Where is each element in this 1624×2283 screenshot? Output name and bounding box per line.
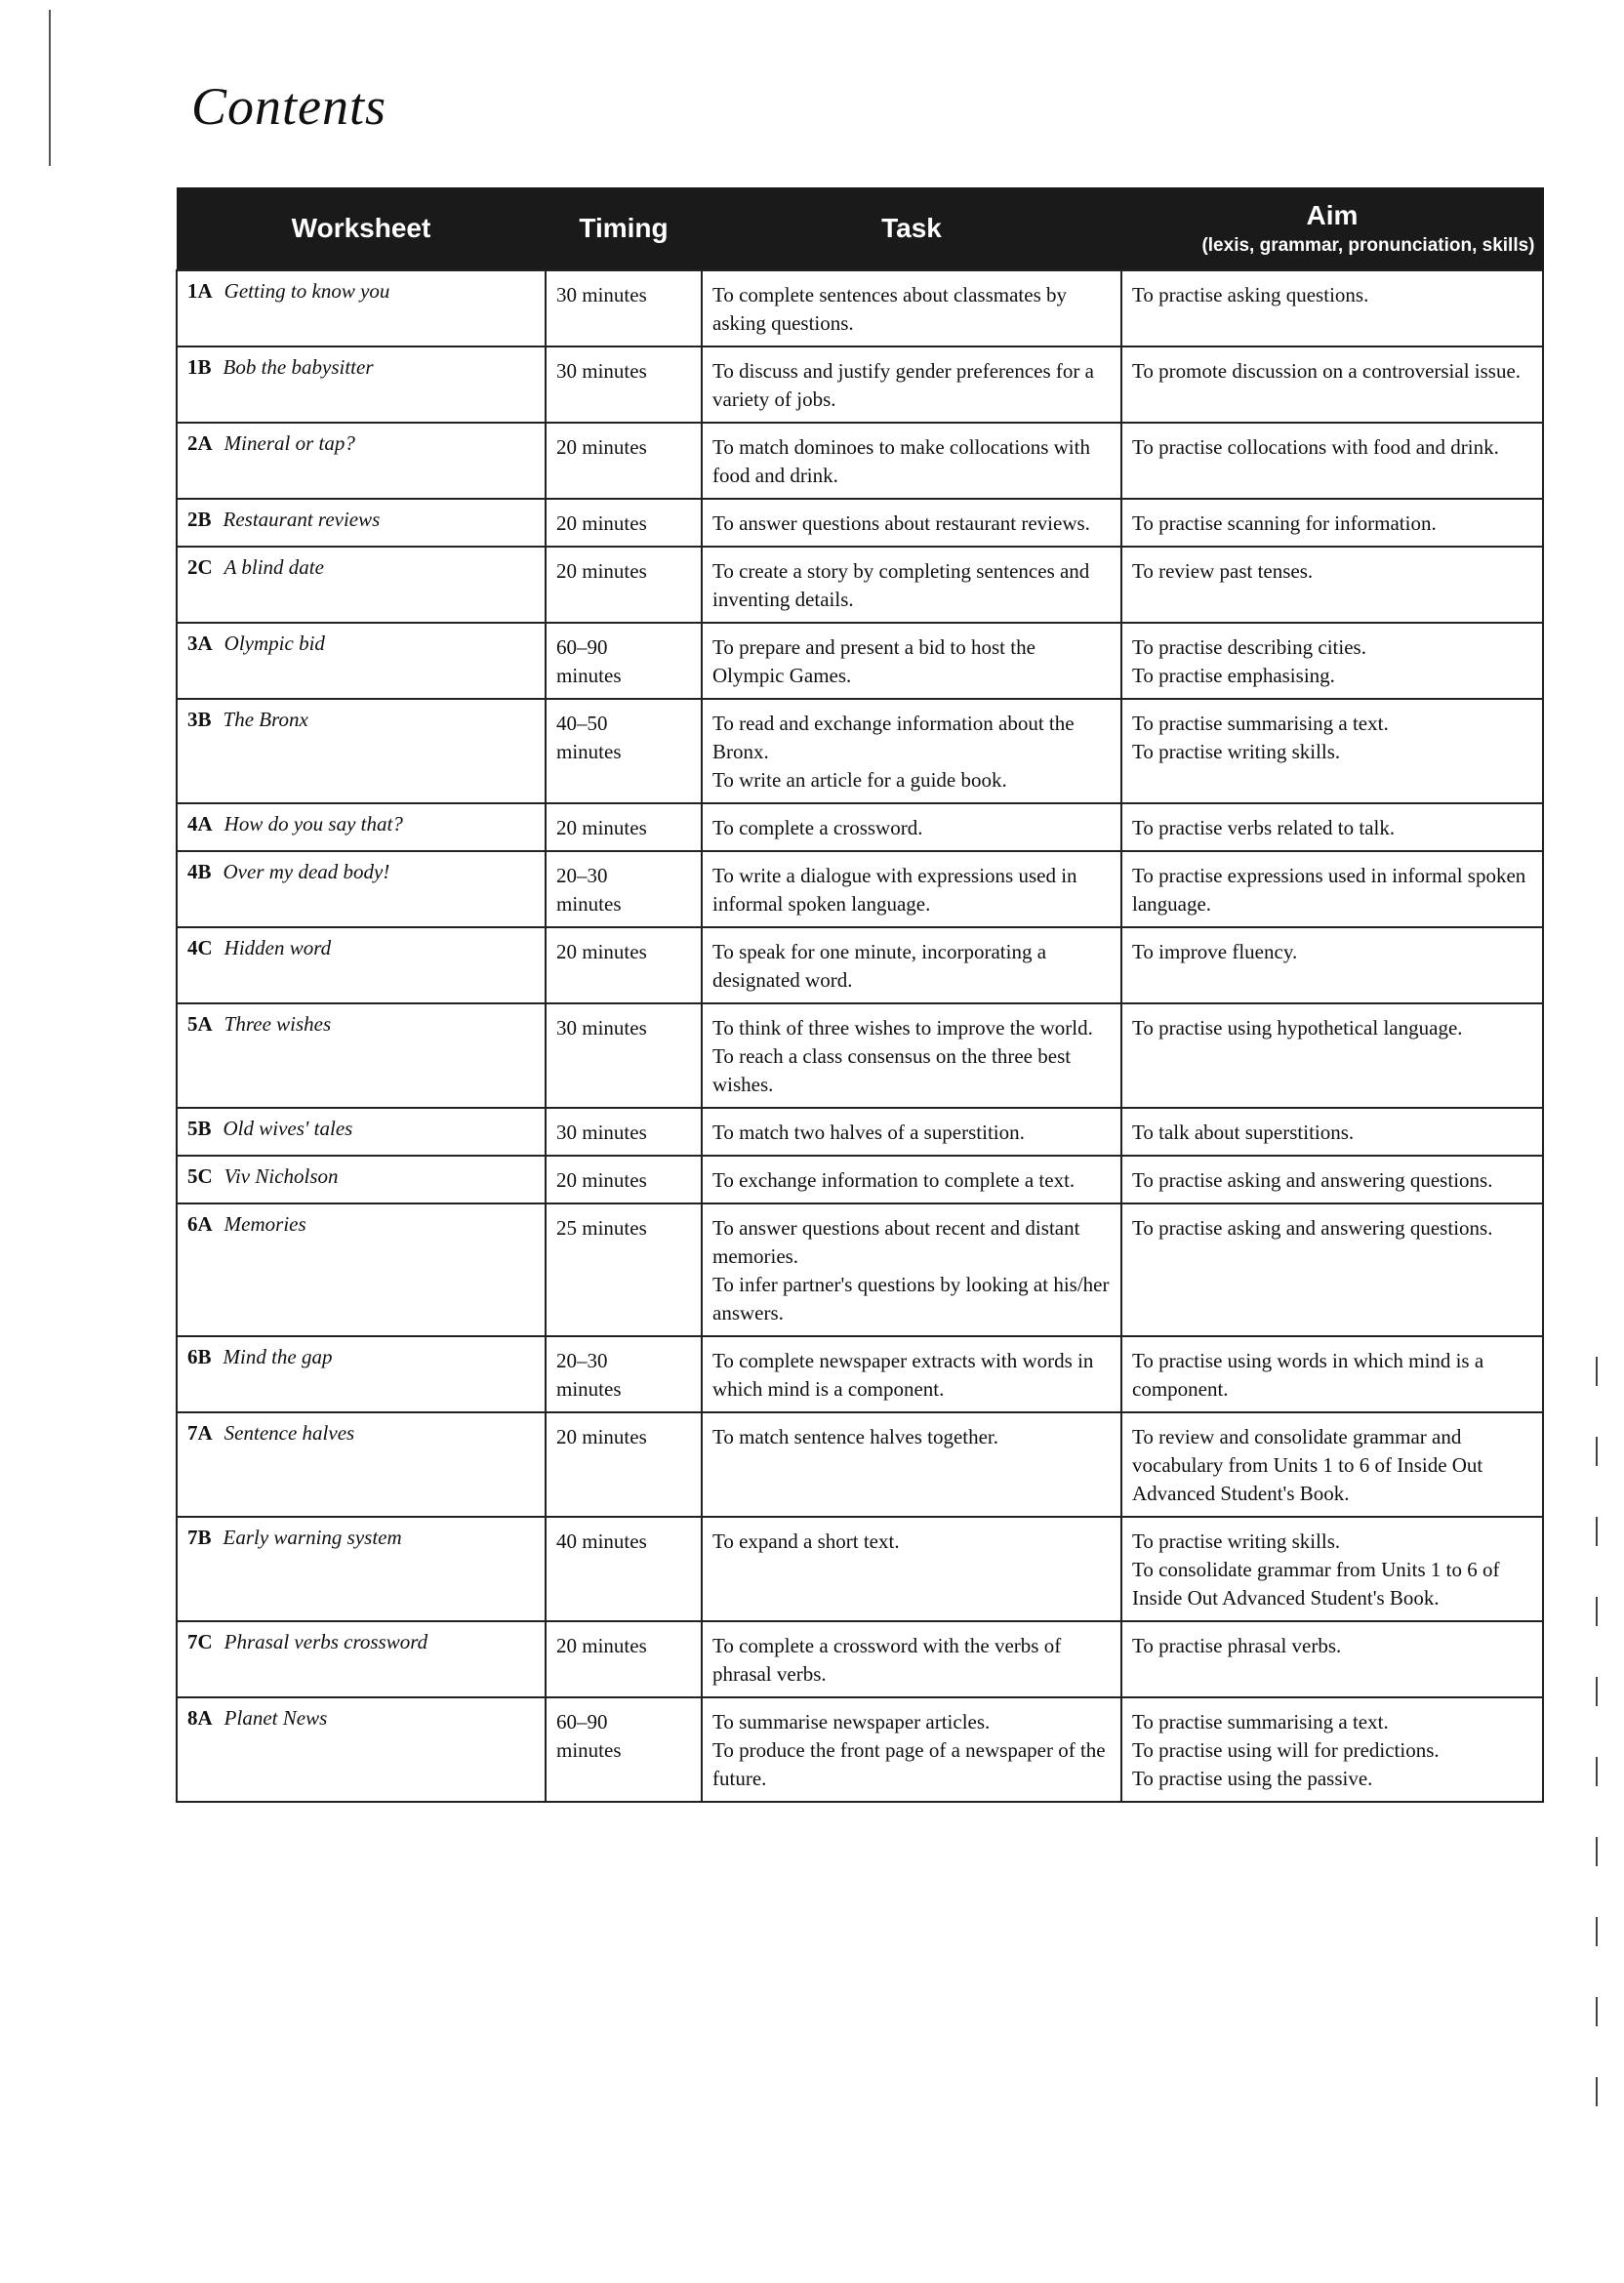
worksheet-title: Mind the gap — [223, 1345, 333, 1368]
aim-cell — [1121, 1203, 1543, 1336]
worksheet-cell — [177, 803, 546, 851]
aim-cell — [1121, 1003, 1543, 1108]
aim-cell — [1121, 1621, 1543, 1697]
table-body — [177, 270, 1543, 1802]
timing-line: 30 minutes — [556, 1121, 647, 1144]
timing-line: 30 minutes — [556, 1016, 647, 1040]
timing-cell — [546, 1003, 702, 1108]
aim-cell — [1121, 1517, 1543, 1621]
worksheet-cell — [177, 1517, 546, 1621]
timing-cell — [546, 851, 702, 927]
worksheet-code: 1B — [187, 355, 212, 379]
task-cell — [702, 1003, 1121, 1108]
task-cell — [702, 1203, 1121, 1336]
worksheet-cell — [177, 1003, 546, 1108]
aim-line: To review and consolidate grammar and vocabulary from Units 1 to 6 of Inside Out Advanced Student's Book. — [1132, 1425, 1483, 1505]
task-line: To complete a crossword. — [712, 816, 923, 839]
task-cell — [702, 1697, 1121, 1802]
task-line: To write a dialogue with expressions used in informal spoken language. — [712, 864, 1077, 916]
timing-line: 20 minutes — [556, 816, 647, 839]
table-row — [177, 1412, 1543, 1517]
table-row — [177, 1203, 1543, 1336]
worksheet-code: 7A — [187, 1421, 213, 1445]
aim-line: To practise verbs related to talk. — [1132, 816, 1396, 839]
task-cell — [702, 423, 1121, 499]
worksheet-code: 2A — [187, 431, 213, 455]
worksheet-code: 6A — [187, 1212, 213, 1236]
timing-cell — [546, 499, 702, 547]
task-line: To infer partner's questions by looking at his/her answers. — [712, 1273, 1110, 1325]
timing-cell — [546, 927, 702, 1003]
worksheet-title: Bob the babysitter — [223, 355, 374, 379]
aim-cell — [1121, 547, 1543, 623]
aim-line: To practise using words in which mind is a component. — [1132, 1349, 1484, 1401]
scan-margin-marks — [1587, 1357, 1606, 2235]
worksheet-code: 3A — [187, 632, 213, 655]
worksheet-code: 5C — [187, 1164, 213, 1188]
table-header-row — [177, 187, 1543, 270]
timing-cell — [546, 1156, 702, 1203]
worksheet-cell — [177, 699, 546, 803]
table-row — [177, 1517, 1543, 1621]
aim-line: To practise collocations with food and drink. — [1132, 435, 1499, 459]
task-line: To answer questions about restaurant reviews. — [712, 511, 1090, 535]
task-line: To exchange information to complete a text. — [712, 1168, 1076, 1192]
aim-line: To practise summarising a text. — [1132, 1710, 1389, 1733]
worksheet-code: 4A — [187, 812, 213, 836]
aim-cell — [1121, 423, 1543, 499]
timing-cell — [546, 1108, 702, 1156]
worksheet-title: Planet News — [223, 1706, 328, 1730]
worksheet-title: Phrasal verbs crossword — [223, 1630, 428, 1653]
aim-cell — [1121, 270, 1543, 347]
aim-line: To practise phrasal verbs. — [1132, 1634, 1342, 1657]
aim-cell — [1121, 699, 1543, 803]
table-row — [177, 1697, 1543, 1802]
timing-cell — [546, 547, 702, 623]
timing-cell — [546, 1697, 702, 1802]
aim-cell — [1121, 623, 1543, 699]
timing-cell — [546, 1412, 702, 1517]
timing-line: 20 minutes — [556, 435, 647, 459]
aim-line: To practise asking questions. — [1132, 283, 1369, 306]
aim-cell — [1121, 927, 1543, 1003]
timing-cell — [546, 1621, 702, 1697]
task-cell — [702, 1517, 1121, 1621]
worksheet-title: Viv Nicholson — [223, 1164, 339, 1188]
timing-line: 40–50 — [556, 712, 608, 735]
aim-cell — [1121, 499, 1543, 547]
aim-line: To improve fluency. — [1132, 940, 1298, 963]
aim-cell — [1121, 1697, 1543, 1802]
aim-cell — [1121, 851, 1543, 927]
worksheet-cell — [177, 347, 546, 423]
table-row — [177, 270, 1543, 347]
task-line: To prepare and present a bid to host the Olympic Games. — [712, 635, 1035, 687]
table-row — [177, 699, 1543, 803]
worksheet-title: The Bronx — [223, 708, 308, 731]
task-cell — [702, 1108, 1121, 1156]
timing-line: 30 minutes — [556, 283, 647, 306]
worksheet-code: 8A — [187, 1706, 213, 1730]
task-line: To complete newspaper extracts with words in which mind is a component. — [712, 1349, 1094, 1401]
table-row — [177, 927, 1543, 1003]
scan-edge-mark — [49, 10, 51, 166]
task-line: To discuss and justify gender preferences for a variety of jobs. — [712, 359, 1094, 411]
worksheet-title: Hidden word — [223, 936, 332, 959]
worksheet-cell — [177, 851, 546, 927]
header-worksheet: Worksheet — [177, 187, 546, 270]
aim-line: To practise writing skills. — [1132, 1529, 1341, 1553]
header-aim — [1121, 187, 1543, 270]
timing-line: minutes — [556, 1377, 622, 1401]
timing-line: 20 minutes — [556, 1168, 647, 1192]
worksheet-code: 4B — [187, 860, 212, 883]
worksheet-cell — [177, 1156, 546, 1203]
aim-cell — [1121, 1412, 1543, 1517]
task-cell — [702, 699, 1121, 803]
worksheet-title: Old wives' tales — [223, 1117, 353, 1140]
task-line: To create a story by completing sentences and inventing details. — [712, 559, 1090, 611]
header-aim-subtitle: (lexis, grammar, pronunciation, skills) — [1201, 235, 1535, 256]
table-row — [177, 547, 1543, 623]
worksheet-code: 6B — [187, 1345, 212, 1368]
worksheet-title: Getting to know you — [223, 279, 390, 303]
worksheet-code: 3B — [187, 708, 212, 731]
aim-cell — [1121, 347, 1543, 423]
aim-cell — [1121, 1336, 1543, 1412]
timing-cell — [546, 270, 702, 347]
task-line: To answer questions about recent and distant memories. — [712, 1216, 1080, 1268]
timing-line: 20 minutes — [556, 511, 647, 535]
task-line: To produce the front page of a newspaper of the future. — [712, 1738, 1106, 1790]
worksheet-title: Memories — [223, 1212, 306, 1236]
header-task: Task — [702, 187, 1121, 270]
aim-line: To practise expressions used in informal spoken language. — [1132, 864, 1526, 916]
worksheet-code: 4C — [187, 936, 213, 959]
task-cell — [702, 347, 1121, 423]
timing-line: minutes — [556, 1738, 622, 1762]
timing-line: 20 minutes — [556, 1634, 647, 1657]
task-cell — [702, 1412, 1121, 1517]
worksheet-cell — [177, 1697, 546, 1802]
timing-line: minutes — [556, 664, 622, 687]
worksheet-cell — [177, 547, 546, 623]
timing-cell — [546, 803, 702, 851]
worksheet-cell — [177, 927, 546, 1003]
timing-cell — [546, 699, 702, 803]
task-line: To match sentence halves together. — [712, 1425, 999, 1448]
task-line: To read and exchange information about the Bronx. — [712, 712, 1075, 763]
timing-cell — [546, 623, 702, 699]
table-row — [177, 499, 1543, 547]
worksheet-code: 5B — [187, 1117, 212, 1140]
timing-line: 40 minutes — [556, 1529, 647, 1553]
worksheet-title: Restaurant reviews — [223, 508, 381, 531]
aim-line: To practise using the passive. — [1132, 1767, 1373, 1790]
worksheet-cell — [177, 423, 546, 499]
aim-cell — [1121, 1108, 1543, 1156]
aim-line: To talk about superstitions. — [1132, 1121, 1355, 1144]
aim-cell — [1121, 1156, 1543, 1203]
aim-line: To practise summarising a text. — [1132, 712, 1389, 735]
worksheet-code: 2B — [187, 508, 212, 531]
timing-line: minutes — [556, 892, 622, 916]
contents-table — [176, 187, 1544, 1803]
worksheet-title: Mineral or tap? — [223, 431, 355, 455]
worksheet-title: Three wishes — [223, 1012, 332, 1036]
worksheet-code: 7B — [187, 1526, 212, 1549]
timing-cell — [546, 1203, 702, 1336]
aim-line: To practise scanning for information. — [1132, 511, 1437, 535]
task-line: To think of three wishes to improve the world. — [712, 1016, 1093, 1040]
task-cell — [702, 1156, 1121, 1203]
aim-line: To practise using hypothetical language. — [1132, 1016, 1463, 1040]
worksheet-cell — [177, 623, 546, 699]
aim-cell — [1121, 803, 1543, 851]
task-line: To write an article for a guide book. — [712, 768, 1007, 792]
aim-line: To practise asking and answering questions. — [1132, 1216, 1493, 1240]
aim-line: To practise asking and answering questions. — [1132, 1168, 1493, 1192]
worksheet-title: How do you say that? — [223, 812, 403, 836]
page-title: Contents — [191, 77, 387, 136]
table-row — [177, 1003, 1543, 1108]
table-row — [177, 423, 1543, 499]
task-cell — [702, 803, 1121, 851]
aim-line: To consolidate grammar from Units 1 to 6 of Inside Out Advanced Student's Book. — [1132, 1558, 1500, 1610]
aim-line: To review past tenses. — [1132, 559, 1314, 583]
worksheet-cell — [177, 270, 546, 347]
timing-line: 25 minutes — [556, 1216, 647, 1240]
worksheet-cell — [177, 1412, 546, 1517]
task-line: To summarise newspaper articles. — [712, 1710, 991, 1733]
timing-line: 20–30 — [556, 1349, 608, 1372]
worksheet-title: Over my dead body! — [223, 860, 390, 883]
worksheet-cell — [177, 1203, 546, 1336]
aim-line: To practise using will for predictions. — [1132, 1738, 1440, 1762]
worksheet-cell — [177, 499, 546, 547]
worksheet-cell — [177, 1621, 546, 1697]
worksheet-cell — [177, 1336, 546, 1412]
table-row — [177, 1156, 1543, 1203]
task-line: To complete a crossword with the verbs of phrasal verbs. — [712, 1634, 1062, 1686]
header-aim-label: Aim — [1306, 200, 1359, 230]
timing-line: 20–30 — [556, 864, 608, 887]
aim-line: To promote discussion on a controversial issue. — [1132, 359, 1522, 383]
task-line: To reach a class consensus on the three best wishes. — [712, 1044, 1072, 1096]
timing-cell — [546, 1336, 702, 1412]
task-line: To speak for one minute, incorporating a designated word. — [712, 940, 1047, 992]
task-line: To match dominoes to make collocations with food and drink. — [712, 435, 1090, 487]
task-cell — [702, 499, 1121, 547]
timing-cell — [546, 347, 702, 423]
worksheet-code: 1A — [187, 279, 213, 303]
worksheet-title: Sentence halves — [223, 1421, 355, 1445]
worksheet-cell — [177, 1108, 546, 1156]
timing-line: 20 minutes — [556, 940, 647, 963]
timing-cell — [546, 423, 702, 499]
worksheet-code: 5A — [187, 1012, 213, 1036]
header-timing: Timing — [546, 187, 702, 270]
task-cell — [702, 1621, 1121, 1697]
timing-line: minutes — [556, 740, 622, 763]
task-cell — [702, 1336, 1121, 1412]
timing-line: 20 minutes — [556, 1425, 647, 1448]
table-row — [177, 1621, 1543, 1697]
worksheet-title: Early warning system — [223, 1526, 402, 1549]
table-row — [177, 1336, 1543, 1412]
worksheet-title: Olympic bid — [223, 632, 325, 655]
task-cell — [702, 927, 1121, 1003]
worksheet-code: 2C — [187, 555, 213, 579]
table-row — [177, 623, 1543, 699]
aim-line: To practise describing cities. — [1132, 635, 1366, 659]
timing-cell — [546, 1517, 702, 1621]
timing-line: 30 minutes — [556, 359, 647, 383]
task-line: To complete sentences about classmates by asking questions. — [712, 283, 1067, 335]
timing-line: 20 minutes — [556, 559, 647, 583]
task-line: To match two halves of a superstition. — [712, 1121, 1025, 1144]
table-row — [177, 1108, 1543, 1156]
aim-line: To practise writing skills. — [1132, 740, 1341, 763]
task-cell — [702, 270, 1121, 347]
table-row — [177, 347, 1543, 423]
table-row — [177, 803, 1543, 851]
task-line: To expand a short text. — [712, 1529, 900, 1553]
timing-line: 60–90 — [556, 1710, 608, 1733]
task-cell — [702, 851, 1121, 927]
timing-line: 60–90 — [556, 635, 608, 659]
task-cell — [702, 547, 1121, 623]
worksheet-code: 7C — [187, 1630, 213, 1653]
aim-line: To practise emphasising. — [1132, 664, 1335, 687]
table-row — [177, 851, 1543, 927]
task-cell — [702, 623, 1121, 699]
worksheet-title: A blind date — [223, 555, 324, 579]
